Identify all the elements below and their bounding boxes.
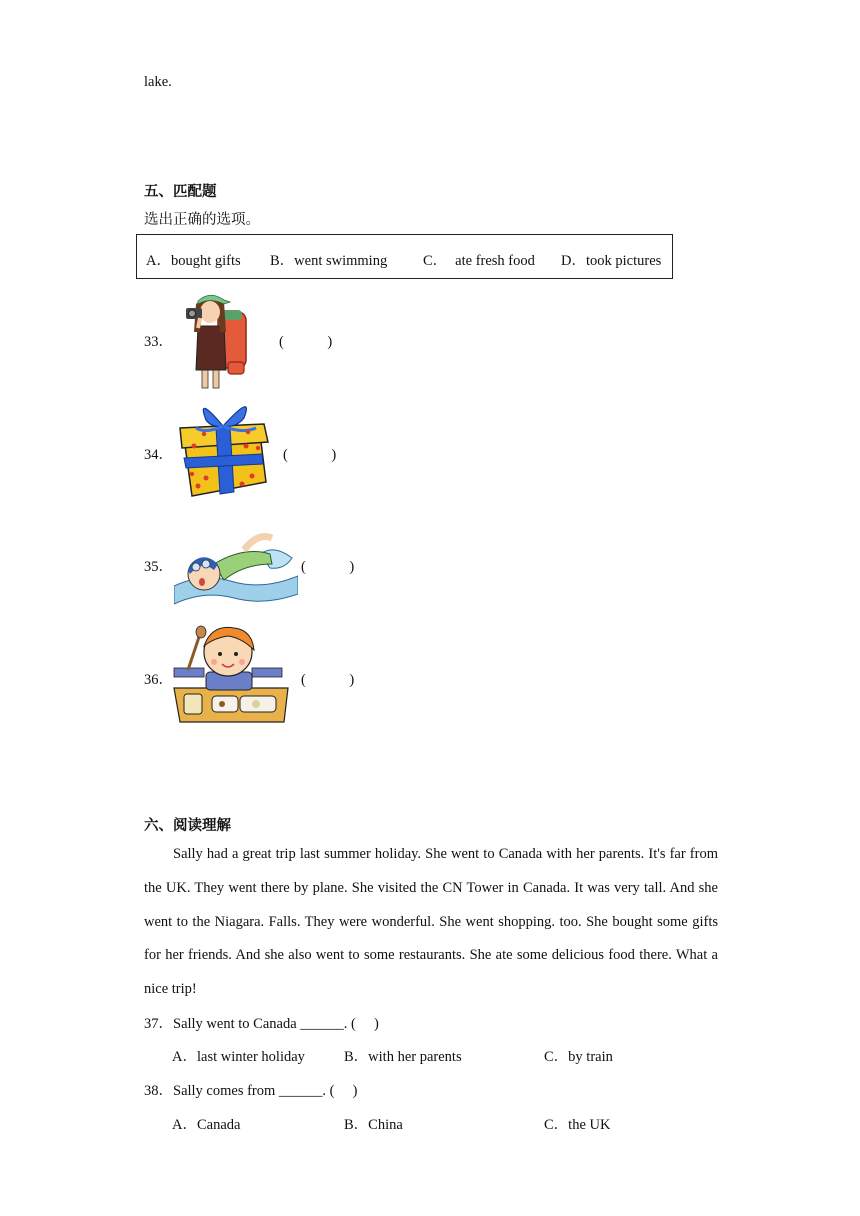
item-34-answer-blank[interactable]: ( ) (283, 447, 337, 463)
option-text: went swimming (294, 253, 388, 269)
option-d (561, 249, 661, 270)
option-a (146, 249, 241, 270)
section-5-instruction: 选出正确的选项。 (144, 212, 260, 228)
choice-text: the UK (568, 1117, 611, 1133)
item-33-answer-blank[interactable]: ( ) (279, 334, 333, 350)
item-36-answer-blank[interactable]: ( ) (301, 672, 355, 688)
choice-text: last winter holiday (196, 1049, 305, 1065)
question-37-choice-b[interactable] (344, 1045, 462, 1066)
choice-letter: A． (172, 1117, 197, 1133)
option-letter: C． (423, 253, 448, 269)
option-b (270, 249, 387, 270)
choice-letter: B． (344, 1049, 369, 1065)
question-37-stem: 37．Sally went to Canada ______. ( ) (144, 1016, 379, 1032)
options-box (136, 234, 673, 279)
section-5-title: 五、匹配题 (144, 184, 217, 200)
item-34-number: 34． (144, 447, 173, 463)
item-33-number: 33． (144, 334, 173, 350)
choice-text: China (368, 1117, 403, 1133)
option-letter: B． (270, 253, 295, 269)
choice-text: with her parents (368, 1049, 462, 1065)
question-38-choice-c[interactable] (544, 1113, 610, 1134)
option-letter: D． (561, 253, 586, 269)
choice-letter: B． (344, 1117, 369, 1133)
option-letter: A． (146, 253, 171, 269)
section-6-title: 六、阅读理解 (144, 818, 231, 834)
choice-text: Canada (196, 1117, 241, 1133)
question-38-stem: 38．Sally comes from ______. ( ) (144, 1083, 358, 1099)
option-text: ate fresh food (455, 253, 535, 269)
question-37-choice-a[interactable] (172, 1045, 305, 1066)
option-text: took pictures (585, 253, 662, 269)
swimmer-picture (174, 524, 298, 606)
question-37-choice-c[interactable] (544, 1045, 613, 1066)
choice-letter: C． (544, 1049, 569, 1065)
option-c (423, 249, 535, 270)
choice-text: by train (568, 1049, 613, 1065)
previous-question-tail: lake. (144, 74, 172, 90)
reading-passage (144, 838, 718, 1007)
choice-letter: A． (172, 1049, 197, 1065)
option-text: bought gifts (170, 253, 241, 269)
item-36-number: 36． (144, 672, 173, 688)
item-35-answer-blank[interactable]: ( ) (301, 559, 355, 575)
item-35-number: 35． (144, 559, 173, 575)
boy-eating-picture (172, 624, 290, 724)
choice-letter: C． (544, 1117, 569, 1133)
traveler-camera-picture (182, 288, 252, 392)
question-38-choice-b[interactable] (344, 1113, 403, 1134)
reading-passage-text: Sally had a great trip last summer holiday. She went to Canada with her parents. It's far from the UK. They went there by plane. She visited the CN Tower in Canada. It was very tall. And she went to the Niagara. Falls. They were wonderful. She went shopping. too. She bought some gifts for her friends. And she also went to some restaurants. She ate some delicious food there. What a nice trip! (144, 846, 718, 998)
gift-box-picture (176, 398, 272, 498)
question-38-choice-a[interactable] (172, 1113, 240, 1134)
